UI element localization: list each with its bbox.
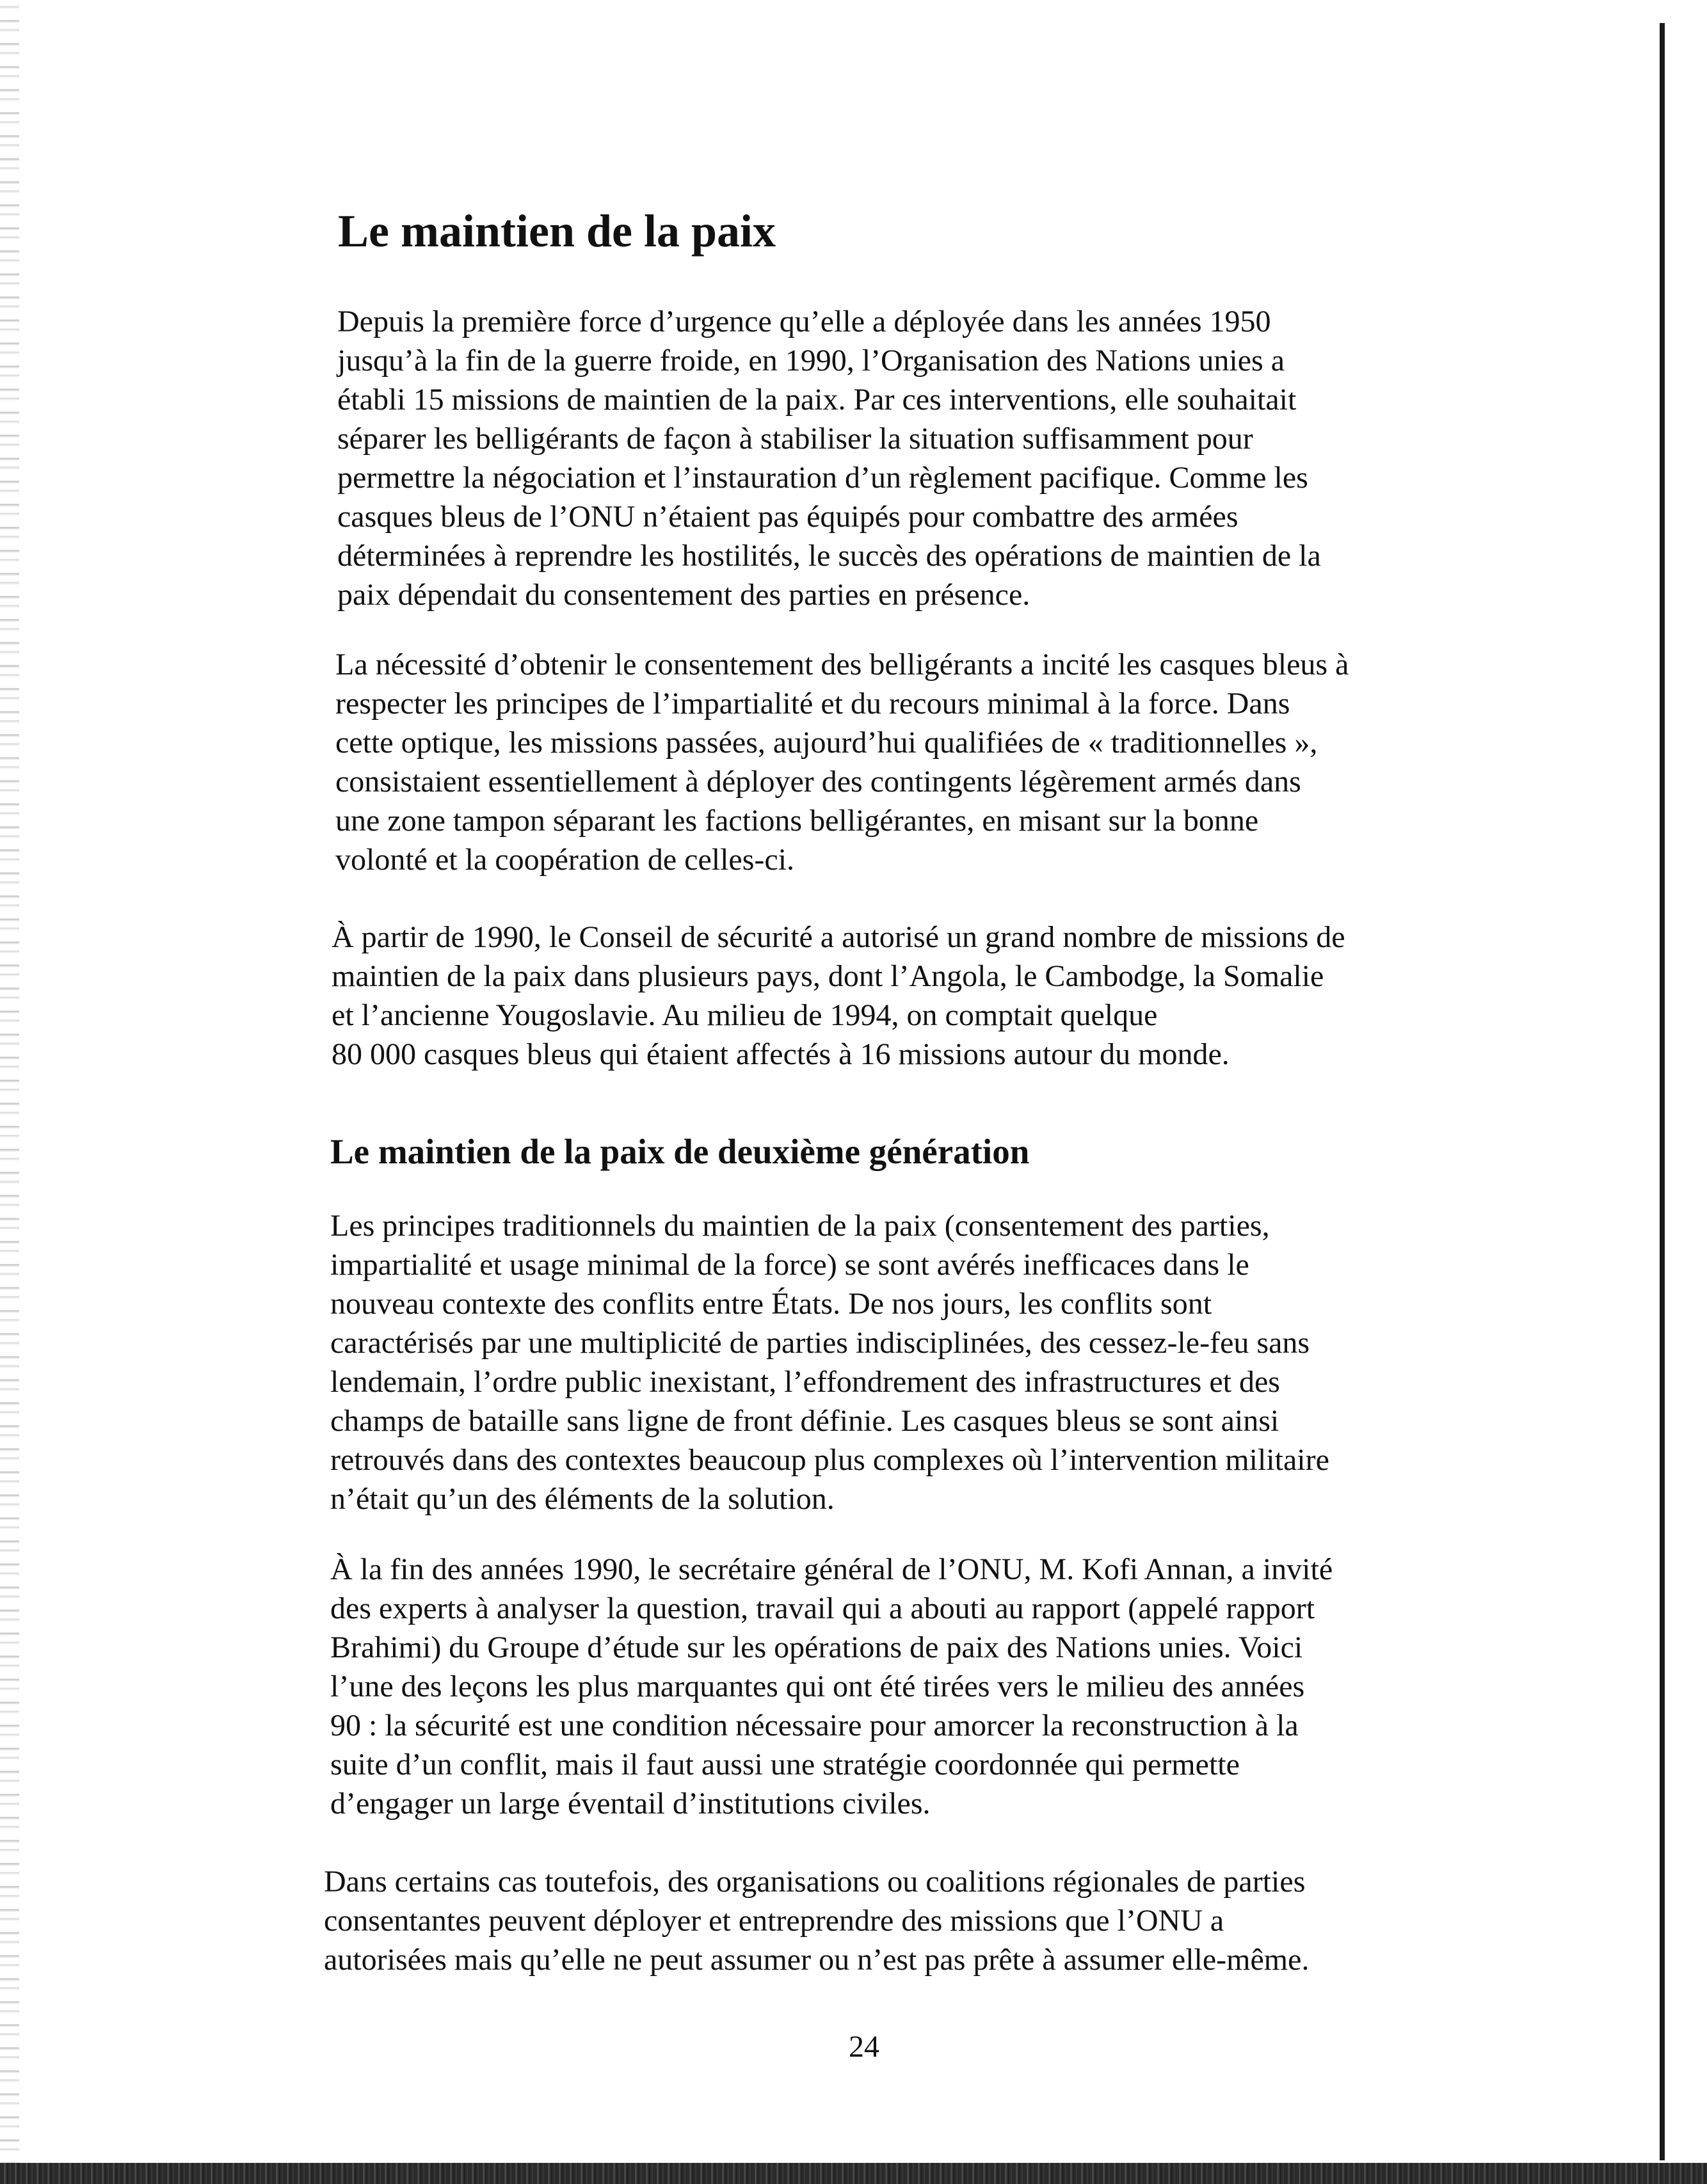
- text-line: maintien de la paix dans plusieurs pays, dont l’Angola, le Cambodge, la Somalie: [332, 959, 1324, 993]
- text-line: volonté et la coopération de celles-ci.: [335, 843, 795, 877]
- text-line: nouveau contexte des conflits entre États. De nos jours, les conflits sont: [330, 1287, 1212, 1321]
- scan-edge-left: [0, 0, 19, 2184]
- text-line: des experts à analyser la question, travail qui a abouti au rapport (appelé rapport: [330, 1591, 1315, 1625]
- scan-edge-bottom: [0, 2163, 1707, 2184]
- paragraph-3: [332, 918, 1345, 1074]
- text-line: suite d’un conflit, mais il faut aussi une stratégie coordonnée qui permette: [330, 1748, 1240, 1781]
- text-line: paix dépendait du consentement des parties en présence.: [337, 578, 1030, 612]
- text-line: permettre la négociation et l’instauration d’un règlement pacifique. Comme les: [337, 461, 1308, 495]
- text-line: jusqu’à la fin de la guerre froide, en 1990, l’Organisation des Nations unies a: [337, 344, 1285, 378]
- text-line: lendemain, l’ordre public inexistant, l’effondrement des infrastructures et des: [330, 1365, 1280, 1399]
- paragraph-1: [337, 302, 1321, 614]
- text-line: l’une des leçons les plus marquantes qui ont été tirées vers le milieu des années: [330, 1670, 1305, 1703]
- text-line: Dans certains cas toutefois, des organisations ou coalitions régionales de parties: [324, 1865, 1306, 1899]
- paragraph-2: [335, 645, 1349, 879]
- text-line: autorisées mais qu’elle ne peut assumer ou n’est pas prête à assumer elle-même.: [324, 1943, 1310, 1977]
- text-line: établi 15 missions de maintien de la paix. Par ces interventions, elle souhaitait: [337, 383, 1297, 417]
- section-heading: Le maintien de la paix de deuxième génération: [330, 1132, 1030, 1171]
- text-line: À la fin des années 1990, le secrétaire général de l’ONU, M. Kofi Annan, a invité: [330, 1552, 1333, 1586]
- page-number: 24: [849, 2030, 879, 2064]
- text-line: déterminées à reprendre les hostilités, le succès des opérations de maintien de la: [337, 539, 1321, 573]
- text-line: La nécessité d’obtenir le consentement des belligérants a incité les casques bleus à: [335, 648, 1349, 682]
- scan-edge-right: [1660, 23, 1665, 2160]
- text-line: caractérisés par une multiplicité de parties indisciplinées, des cessez-le-feu sans: [330, 1326, 1310, 1360]
- text-line: À partir de 1990, le Conseil de sécurité a autorisé un grand nombre de missions de: [332, 920, 1345, 954]
- text-line: n’était qu’un des éléments de la solution.: [330, 1482, 835, 1516]
- page-title: Le maintien de la paix: [338, 205, 776, 257]
- text-line: 90 : la sécurité est une condition nécessaire pour amorcer la reconstruction à la: [330, 1709, 1299, 1742]
- text-line: casques bleus de l’ONU n’étaient pas équipés pour combattre des armées: [337, 500, 1238, 534]
- paragraph-6: [324, 1862, 1309, 1979]
- text-line: et l’ancienne Yougoslavie. Au milieu de 1994, on comptait quelque: [332, 998, 1158, 1032]
- paragraph-4: [330, 1206, 1329, 1518]
- text-line: consistaient essentiellement à déployer des contingents légèrement armés dans: [335, 765, 1301, 799]
- text-line: retrouvés dans des contextes beaucoup plus complexes où l’intervention militaire: [330, 1443, 1329, 1477]
- text-line: cette optique, les missions passées, aujourd’hui qualifiées de « traditionnelles »,: [335, 726, 1318, 760]
- text-line: séparer les belligérants de façon à stabiliser la situation suffisamment pour: [337, 422, 1253, 456]
- text-line: respecter les principes de l’impartialité et du recours minimal à la force. Dans: [335, 687, 1290, 721]
- text-line: une zone tampon séparant les factions belligérantes, en misant sur la bonne: [335, 804, 1259, 838]
- text-line: Brahimi) du Groupe d’étude sur les opérations de paix des Nations unies. Voici: [330, 1630, 1303, 1664]
- paragraph-5: [330, 1550, 1333, 1823]
- text-line: champs de bataille sans ligne de front définie. Les casques bleus se sont ainsi: [330, 1404, 1279, 1438]
- text-line: Les principes traditionnels du maintien de la paix (consentement des parties,: [330, 1209, 1270, 1243]
- text-line: impartialité et usage minimal de la force) se sont avérés inefficaces dans le: [330, 1248, 1249, 1282]
- text-line: d’engager un large éventail d’institutions civiles.: [330, 1787, 931, 1821]
- text-line: 80 000 casques bleus qui étaient affectés à 16 missions autour du monde.: [332, 1037, 1230, 1071]
- page-margin-right: [1664, 0, 1707, 2163]
- text-line: Depuis la première force d’urgence qu’elle a déployée dans les années 1950: [337, 305, 1271, 339]
- text-line: consentantes peuvent déployer et entreprendre des missions que l’ONU a: [324, 1904, 1224, 1938]
